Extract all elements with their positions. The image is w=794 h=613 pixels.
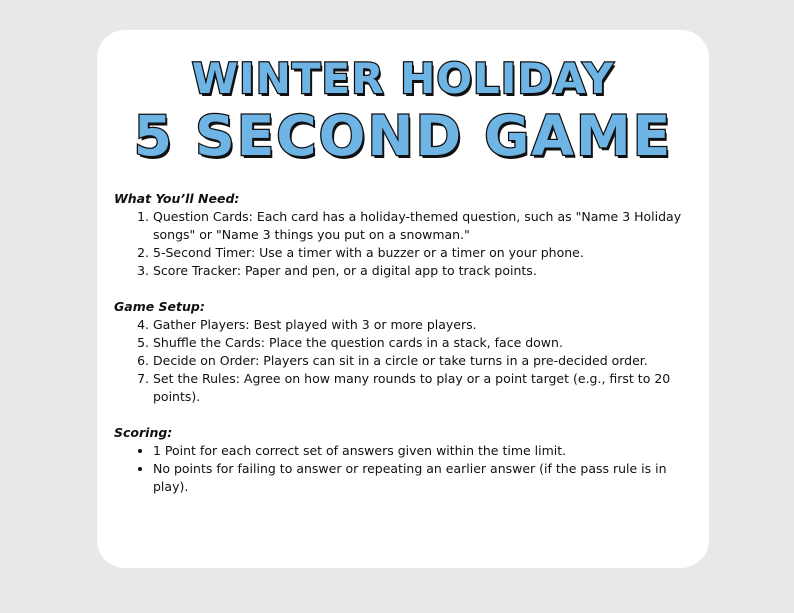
setup-heading: Game Setup: bbox=[114, 299, 205, 314]
list-item: 3. Score Tracker: Paper and pen, or a digital app to track points. bbox=[153, 262, 699, 280]
setup-list bbox=[114, 316, 699, 406]
needs-heading: What You’ll Need: bbox=[114, 191, 240, 206]
list-item: 4. Gather Players: Best played with 3 or more players. bbox=[153, 316, 699, 334]
list-item: • 1 Point for each correct set of answers given within the time limit. bbox=[153, 442, 699, 460]
needs-list bbox=[114, 208, 699, 280]
title-line-1: WINTER HOLIDAY bbox=[191, 54, 615, 103]
list-item: 2. 5-Second Timer: Use a timer with a buzzer or a timer on your phone. bbox=[153, 244, 699, 262]
title-line-2: 5 SECOND GAME bbox=[133, 104, 673, 168]
scoring-list bbox=[114, 442, 699, 496]
list-item: 6. Decide on Order: Players can sit in a circle or take turns in a pre-decided order. bbox=[153, 352, 699, 370]
list-item: 1. Question Cards: Each card has a holiday-themed question, such as "Name 3 Holiday songs" or "Name 3 things you put on a snowman." bbox=[153, 208, 699, 244]
instructions bbox=[114, 190, 699, 496]
scoring-heading: Scoring: bbox=[114, 425, 173, 440]
list-item: 7. Set the Rules: Agree on how many rounds to play or a point target (e.g., first to 20 points). bbox=[153, 370, 699, 406]
game-card bbox=[97, 30, 709, 568]
list-item: 5. Shuffle the Cards: Place the question cards in a stack, face down. bbox=[153, 334, 699, 352]
list-item: • No points for failing to answer or repeating an earlier answer (if the pass rule is in play). bbox=[153, 460, 699, 496]
